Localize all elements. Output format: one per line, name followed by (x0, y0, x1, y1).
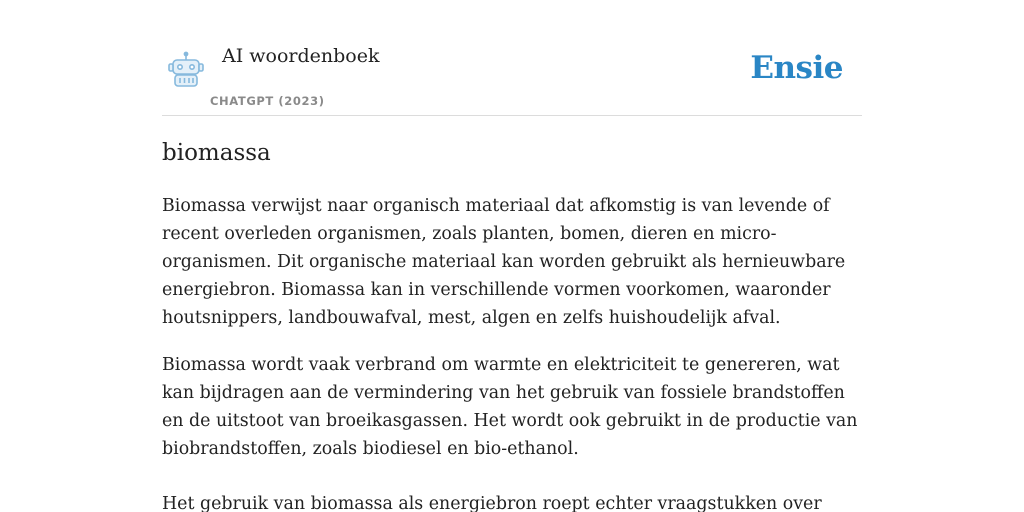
entry-term: biomassa (162, 140, 271, 166)
source-subtitle: CHATGPT (2023) (210, 94, 325, 108)
definition-paragraph: Biomassa verwijst naar organisch materiaal dat afkomstig is van levende of recent overleden organismen, zoals planten, bomen, dieren en micro-organismen. Dit organische materiaal kan worden gebruikt als hernieuwbare energiebron. Biomassa kan in verschillende vormen voorkomen, waaronder houtsnippers, landbouwafval, mest, algen en zelfs huishoudelijk afval. (162, 196, 846, 328)
ensie-logo[interactable]: Ensie (750, 50, 843, 86)
definition-paragraph: Biomassa wordt vaak verbrand om warmte en elektriciteit te genereren, wat kan bijdragen aan de vermindering van het gebruik van fossiele brandstoffen en de uitstoot van broeikasgassen. Het wordt ook gebruikt in de productie van biobrandstoffen, zoals biodiesel en bio-ethanol. (162, 355, 858, 459)
robot-icon (166, 50, 206, 90)
definition-paragraph: Het gebruik van biomassa als energiebron roept echter vraagstukken over (162, 494, 822, 512)
content-container (162, 0, 862, 512)
source-title[interactable]: AI woordenboek (222, 45, 380, 67)
source-header (162, 0, 862, 116)
